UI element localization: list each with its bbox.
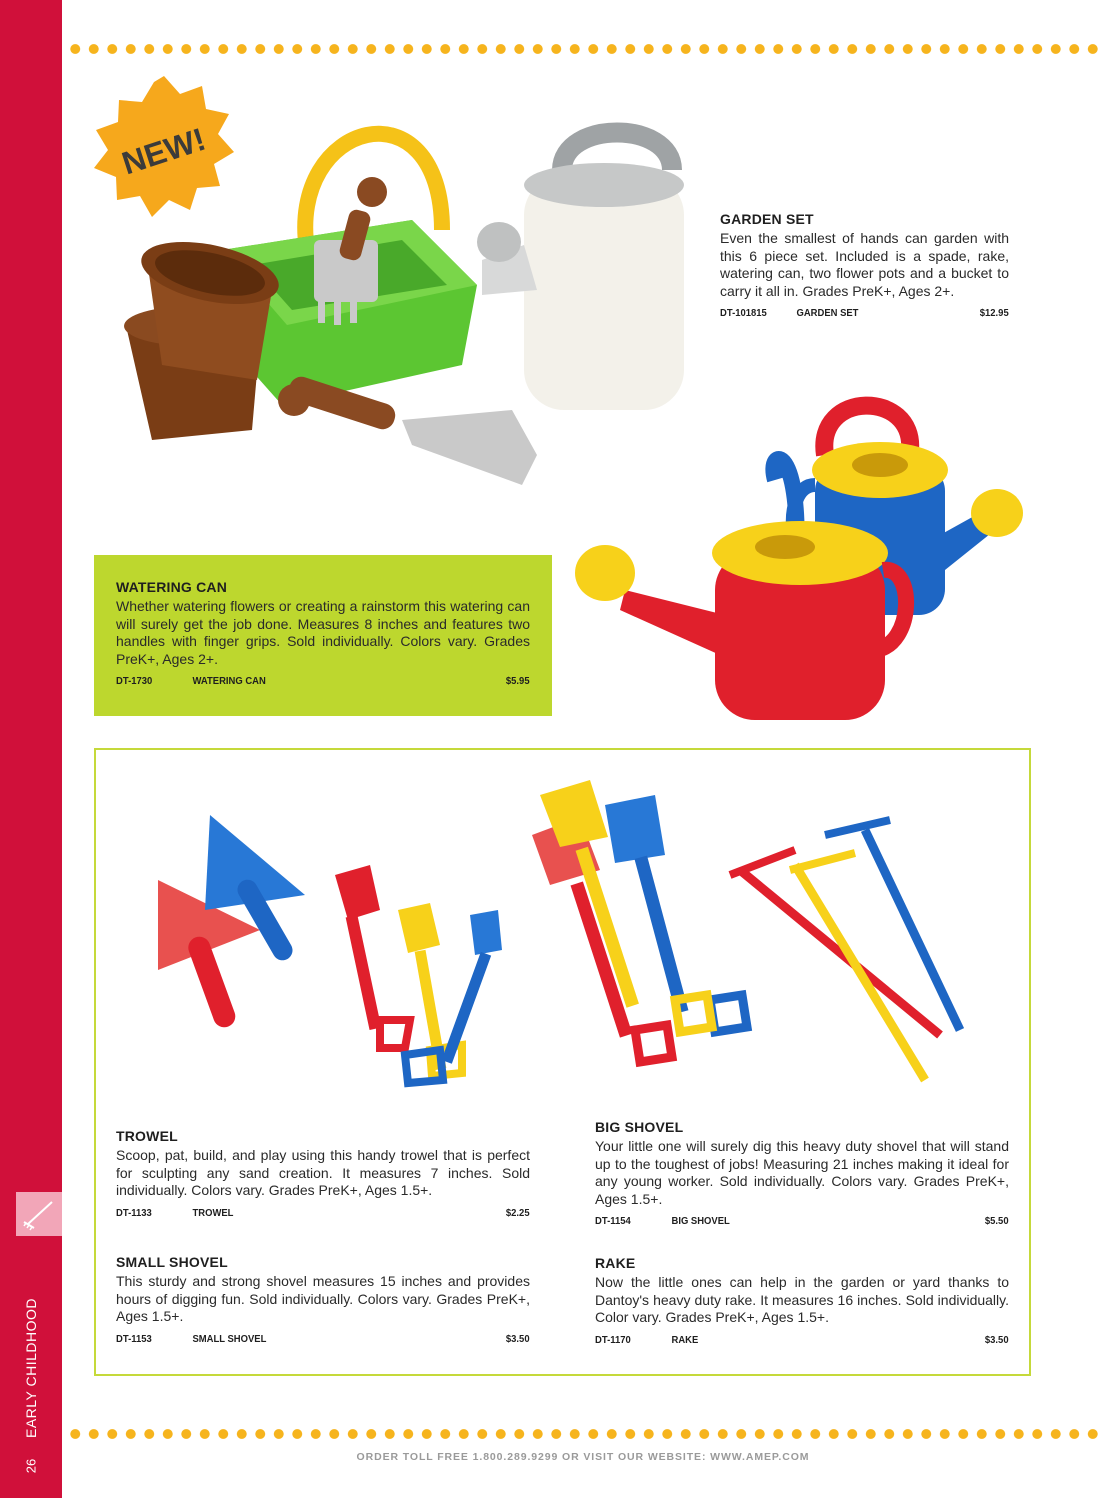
- small-shovel-price: $3.50: [505, 1332, 530, 1345]
- big-shovel-name: BIG SHOVEL: [671, 1215, 730, 1227]
- trowel-sku-row: [116, 1207, 530, 1219]
- watering-can-sku: DT-1730: [116, 675, 153, 687]
- trowel-price: $2.25: [505, 1206, 530, 1219]
- tools-image: [130, 775, 980, 1095]
- big-shovel-description: Your little one will surely dig this heavy duty shovel that will stand up to the toughest of jobs! Measuring 21 inches making it ideal for any young worker. Sold individually. Colors vary. Grades PreK+, Ages 1.5+.: [595, 1138, 1009, 1207]
- footer-order-info: ORDER TOLL FREE 1.800.289.9299 OR VISIT OUR WEBSITE: WWW.AMEP.COM: [356, 1451, 810, 1463]
- small-shovel-sku-row: [116, 1333, 530, 1345]
- rake-description: Now the little ones can help in the garden or yard thanks to Dantoy's heavy duty rake. It measures 16 inches. Sold individually. Color vary. Grades PreK+, Ages 1.5+.: [595, 1274, 1009, 1325]
- small-shovel-name: SMALL SHOVEL: [192, 1332, 267, 1345]
- big-shovel-block: [595, 1119, 1009, 1227]
- top-dotted-border: [66, 43, 1102, 55]
- watering-can-block: [116, 579, 530, 687]
- small-shovel-title: SMALL SHOVEL: [116, 1254, 228, 1270]
- rake-icon: [16, 1192, 62, 1236]
- trowel-sku: DT-1133: [116, 1206, 152, 1219]
- big-shovel-price: $5.50: [984, 1215, 1009, 1227]
- garden-set-description: Even the smallest of hands can garden with this 6 piece set. Included is a spade, rake, watering can, two flower pots and a bucket to carry it all in. Grades PreK+, Ages 2+.: [720, 230, 1009, 299]
- rake-sku: DT-1170: [595, 1333, 631, 1346]
- big-shovel-sku-row: [595, 1215, 1009, 1227]
- watering-can-name: WATERING CAN: [192, 675, 266, 687]
- garden-set-title: GARDEN SET: [720, 211, 814, 227]
- big-shovel-title: BIG SHOVEL: [595, 1119, 684, 1135]
- new-badge: [84, 72, 244, 222]
- small-shovel-description: This sturdy and strong shovel measures 15 inches and provides hours of digging fun. Sold individually. Colors vary. Grades PreK+, Ages 1.5+.: [116, 1273, 530, 1324]
- small-shovel-block: [116, 1254, 530, 1345]
- sidebar: [0, 0, 62, 1498]
- watering-can-panel: [94, 555, 552, 716]
- page-number: 26: [23, 1458, 39, 1474]
- garden-set-sku: DT-101815: [720, 307, 767, 319]
- watering-can-sku-row: [116, 675, 530, 687]
- garden-set-block: [720, 211, 1009, 319]
- trowel-block: [116, 1128, 530, 1219]
- garden-set-name: GARDEN SET: [796, 307, 859, 319]
- garden-set-sku-row: [720, 307, 1009, 319]
- trowel-description: Scoop, pat, build, and play using this handy trowel that is perfect for sculpting any sand creation. It measures 7 inches. Sold individually. Colors vary. Grades PreK+, Ages 1.5+.: [116, 1147, 530, 1198]
- rake-price: $3.50: [984, 1333, 1009, 1346]
- big-shovel-sku: DT-1154: [595, 1215, 631, 1227]
- trowel-title: TROWEL: [116, 1128, 178, 1144]
- watering-can-price: $5.95: [505, 675, 530, 687]
- watering-can-image: [565, 385, 1035, 725]
- rake-block: [595, 1255, 1009, 1346]
- new-badge-label: NEW!: [117, 120, 210, 182]
- small-shovel-sku: DT-1153: [116, 1332, 152, 1345]
- rake-name: RAKE: [671, 1333, 699, 1346]
- garden-set-price: $12.95: [979, 307, 1009, 319]
- watering-can-title: WATERING CAN: [116, 579, 228, 595]
- trowel-name: TROWEL: [192, 1206, 234, 1219]
- rake-sku-row: [595, 1334, 1009, 1346]
- watering-can-description: Whether watering flowers or creating a rainstorm this watering can will surely get the job done. Measures 8 inches and features two handles with finger grips. Sold individually. Colors vary. Grades PreK+, Ages 2+.: [116, 598, 530, 667]
- rake-title: RAKE: [595, 1255, 636, 1271]
- bottom-dotted-border: [66, 1428, 1102, 1440]
- section-label: EARLY CHILDHOOD: [23, 1297, 39, 1439]
